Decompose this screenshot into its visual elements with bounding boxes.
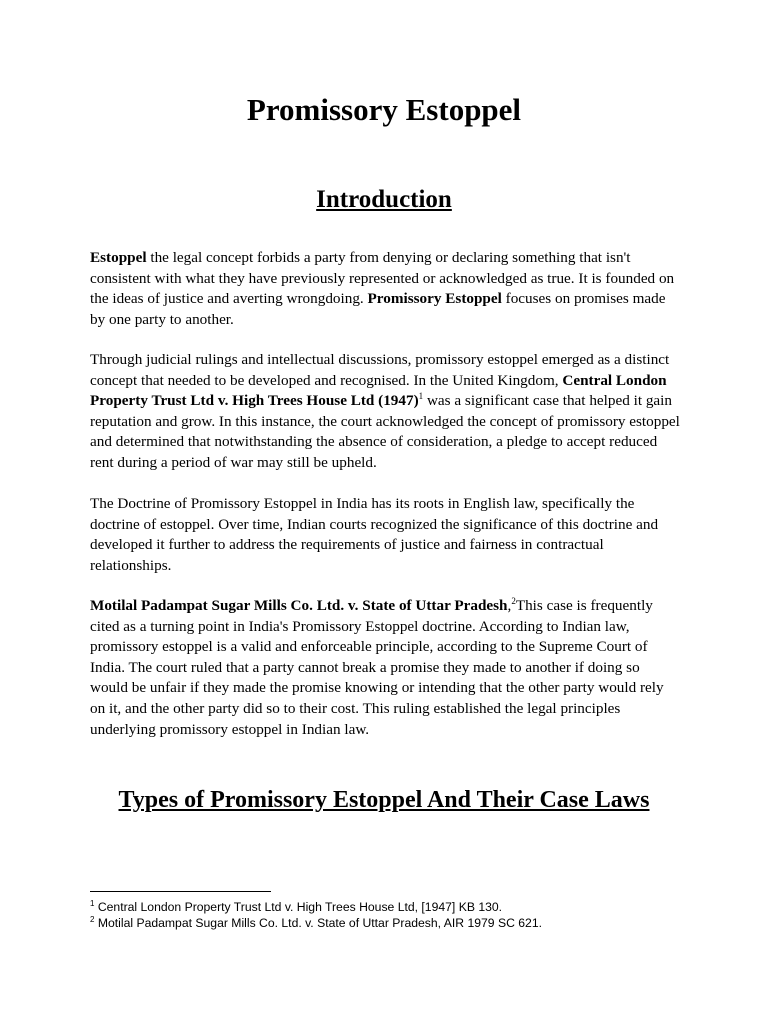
footnote-1 (90, 899, 710, 915)
paragraph-text: focuses on promises made by one party to another. (90, 290, 666, 328)
case-name-motilal: Motilal Padampat Sugar Mills Co. Ltd. v. State of Uttar Pradesh (90, 597, 508, 614)
paragraph-text: , (507, 597, 512, 614)
paragraph-text: was a significant case that helped it gain reputation and grow. In this instance, the court acknowledged the concept of promissory estoppel and determined that notwithstanding the absence of consideration, a pledge to accept reduced rent during a period of war may still be upheld. (90, 392, 680, 471)
paragraph-text: Through judicial rulings and intellectual discussions, promissory estoppel emerged as a distinct concept that needed to be developed and recognised. In the United Kingdom, (90, 351, 670, 389)
footnote-text: Motilal Padampat Sugar Mills Co. Ltd. v. State of Uttar Pradesh, AIR 1979 SC 621. (94, 916, 542, 930)
paragraph-motilal-case (90, 596, 680, 740)
paragraph-estoppel-definition (90, 248, 680, 330)
case-name-high-trees: Central London Property Trust Ltd v. High Trees House Ltd (1947) (90, 371, 667, 410)
paragraph-text: the legal concept forbids a party from denying or declaring something that isn't consistent with what they have previously represented or acknowledged as true. It is founded on the ideas of justice and averting wrongdoing. (90, 249, 675, 308)
footnote-number: 2 (90, 914, 95, 924)
types-heading: Types of Promissory Estoppel And Their Case Laws (118, 787, 650, 813)
page-title: Promissory Estoppel (246, 92, 522, 127)
footnotes (90, 899, 710, 931)
paragraph-uk-history (90, 350, 680, 474)
footnote-ref-2[interactable]: 2 (511, 595, 516, 606)
term-promissory-estoppel: Promissory Estoppel (367, 290, 502, 308)
paragraph-text: This case is frequently cited as a turning point in India's Promissory Estoppel doctrine. According to Indian law, promissory estoppel is a valid and enforceable principle, according to the Supreme Court of India. The court ruled that a party cannot break a promise they made to another if doing so would be unfair if they made the promise knowing or intending that the other party would rely on it, and the other party did so to their cost. This ruling established the legal principles underlying promissory estoppel in Indian law. (90, 597, 664, 738)
footnote-text: Central London Property Trust Ltd v. High Trees House Ltd, [1947] KB 130. (94, 900, 503, 914)
paragraph-india-doctrine: The Doctrine of Promissory Estoppel in India has its roots in English law, specifically the doctrine of estoppel. Over time, Indian courts recognized the significance of this doctrine and developed it further to address the requirements of justice and fairness in contractual relationships. (90, 495, 659, 574)
footnote-2 (90, 915, 710, 931)
footnote-ref-1[interactable]: 1 (418, 391, 424, 402)
footnote-number: 1 (90, 898, 95, 908)
introduction-heading: Introduction (316, 186, 452, 213)
term-estoppel: Estoppel (90, 249, 147, 266)
footnote-separator (90, 891, 271, 892)
